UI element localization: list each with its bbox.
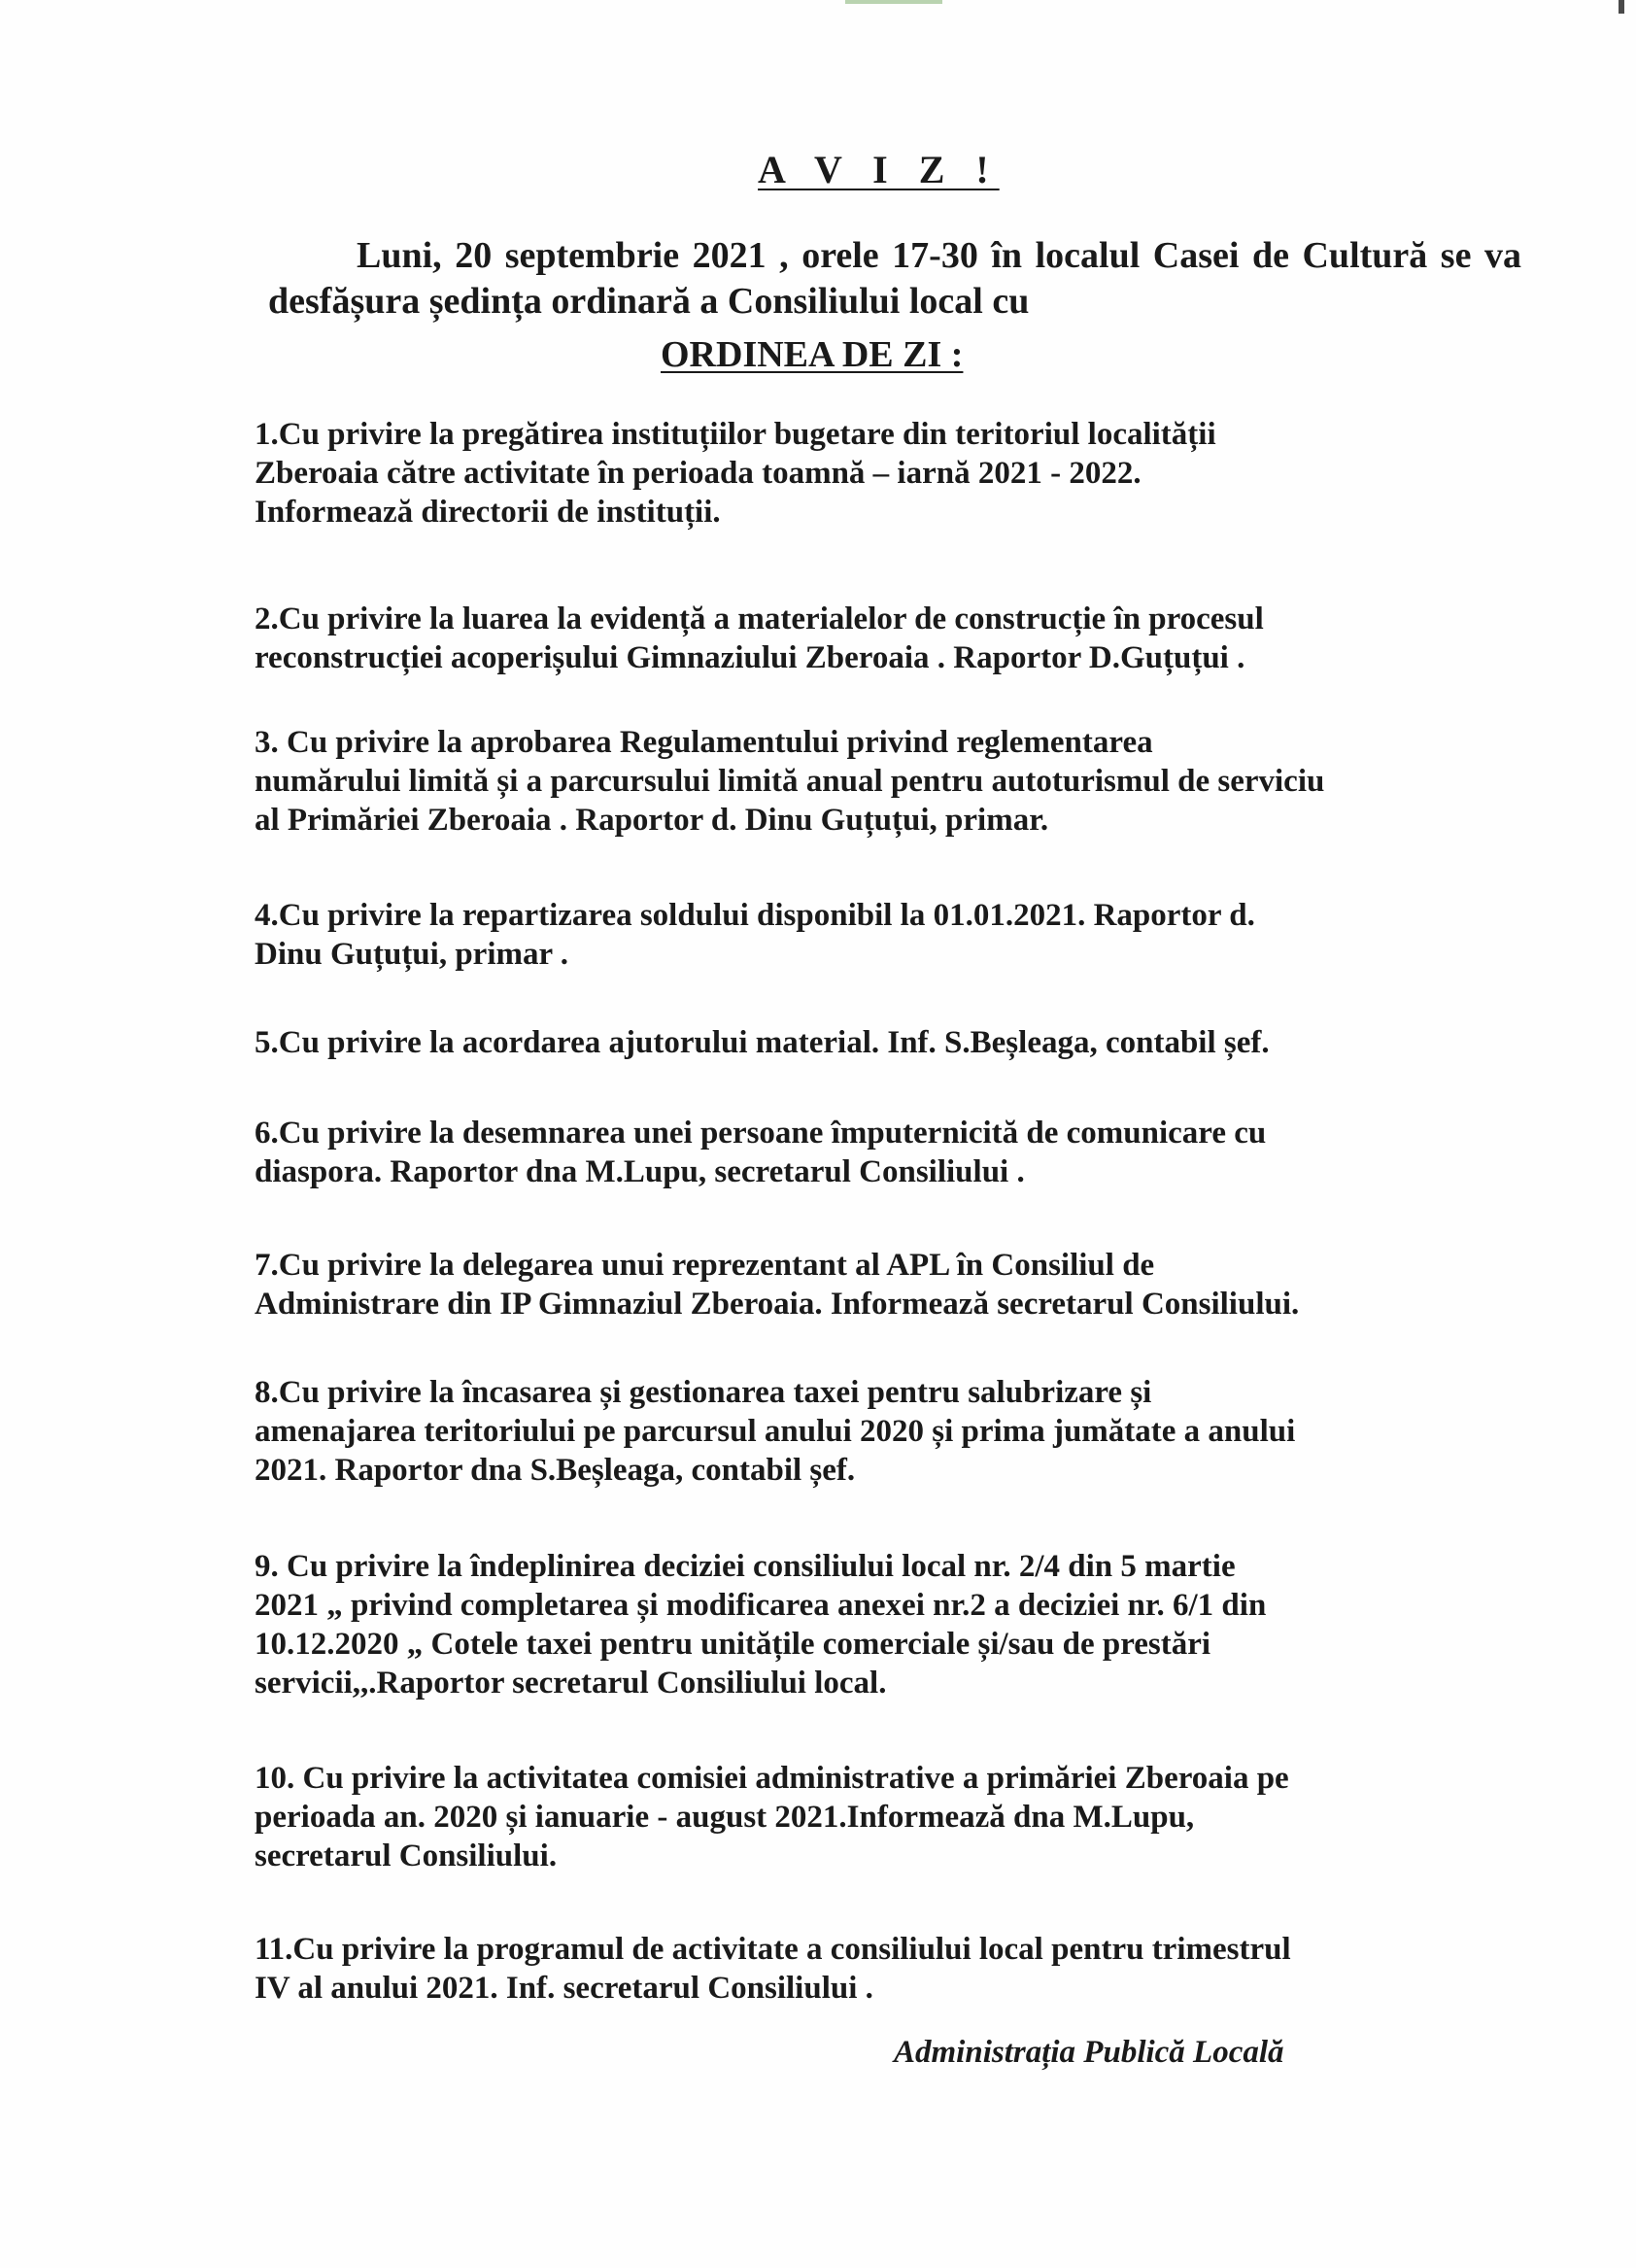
signature-line: Administrația Publică Locală: [894, 2035, 1284, 2070]
agenda-item-10: 10. Cu privire la activitatea comisiei administrative a primăriei Zberoaia pe perioada an. 2020 și ianuarie - august 2021.Informează dna M.Lupu, secretarul Consiliului.: [255, 1761, 1289, 1873]
scan-edge-mark: [845, 0, 942, 4]
agenda-item-9: 9. Cu privire la îndeplinirea deciziei consiliului local nr. 2/4 din 5 martie 2021 „ privind completarea și modificarea anexei nr.2 a deciziei nr. 6/1 din 10.12.2020 „ Cotele taxei pentru unitățile comerciale și/sau de prestări servicii,,.Raportor secretarul Consiliului local.: [255, 1549, 1267, 1701]
intro-paragraph: Luni, 20 septembrie 2021 , orele 17-30 în localul Casei de Cultură se va desfășura ședința ordinară a Consiliului local cu: [268, 235, 1521, 322]
agenda-item-7: 7.Cu privire la delegarea unui reprezentant al APL în Consiliul de Administrare din IP Gimnaziul Zberoaia. Informează secretarul Consiliului.: [255, 1248, 1300, 1322]
agenda-item-11: 11.Cu privire la programul de activitate a consiliului local pentru trimestrul IV al anului 2021. Inf. secretarul Consiliului .: [255, 1932, 1291, 2006]
agenda-item-1: 1.Cu privire la pregătirea instituțiilor bugetare din teritoriul localității Zberoaia către activitate în perioada toamnă – iarnă 2021 - 2022. Informează directorii de instituții.: [255, 417, 1216, 530]
agenda-item-6: 6.Cu privire la desemnarea unei persoane împuternicită de comunicare cu diaspora. Raportor dna M.Lupu, secretarul Consiliului .: [255, 1116, 1267, 1189]
agenda-item-5: 5.Cu privire la acordarea ajutorului material. Inf. S.Beșleaga, contabil șef.: [255, 1025, 1270, 1060]
document-title: A V I Z !: [758, 148, 1000, 191]
scan-corner-mark: [1619, 0, 1624, 14]
agenda-item-8: 8.Cu privire la încasarea și gestionarea taxei pentru salubrizare și amenajarea teritoriului pe parcursul anului 2020 și prima jumătate a anului 2021. Raportor dna S.Beșleaga, contabil șef.: [255, 1375, 1296, 1488]
agenda-item-2: 2.Cu privire la luarea la evidență a materialelor de construcție în procesul reconstrucției acoperișului Gimnaziului Zberoaia . Raportor D.Guțuțui .: [255, 601, 1264, 675]
agenda-item-4: 4.Cu privire la repartizarea soldului disponibil la 01.01.2021. Raportor d. Dinu Guțuțui, primar .: [255, 898, 1255, 972]
agenda-item-3: 3. Cu privire la aprobarea Regulamentului privind reglementarea numărului limită și a parcursului limită anual pentru autoturismul de serviciu al Primăriei Zberoaia . Raportor d. Dinu Guțuțui, primar.: [255, 725, 1325, 838]
agenda-heading: ORDINEA DE ZI :: [661, 334, 964, 375]
